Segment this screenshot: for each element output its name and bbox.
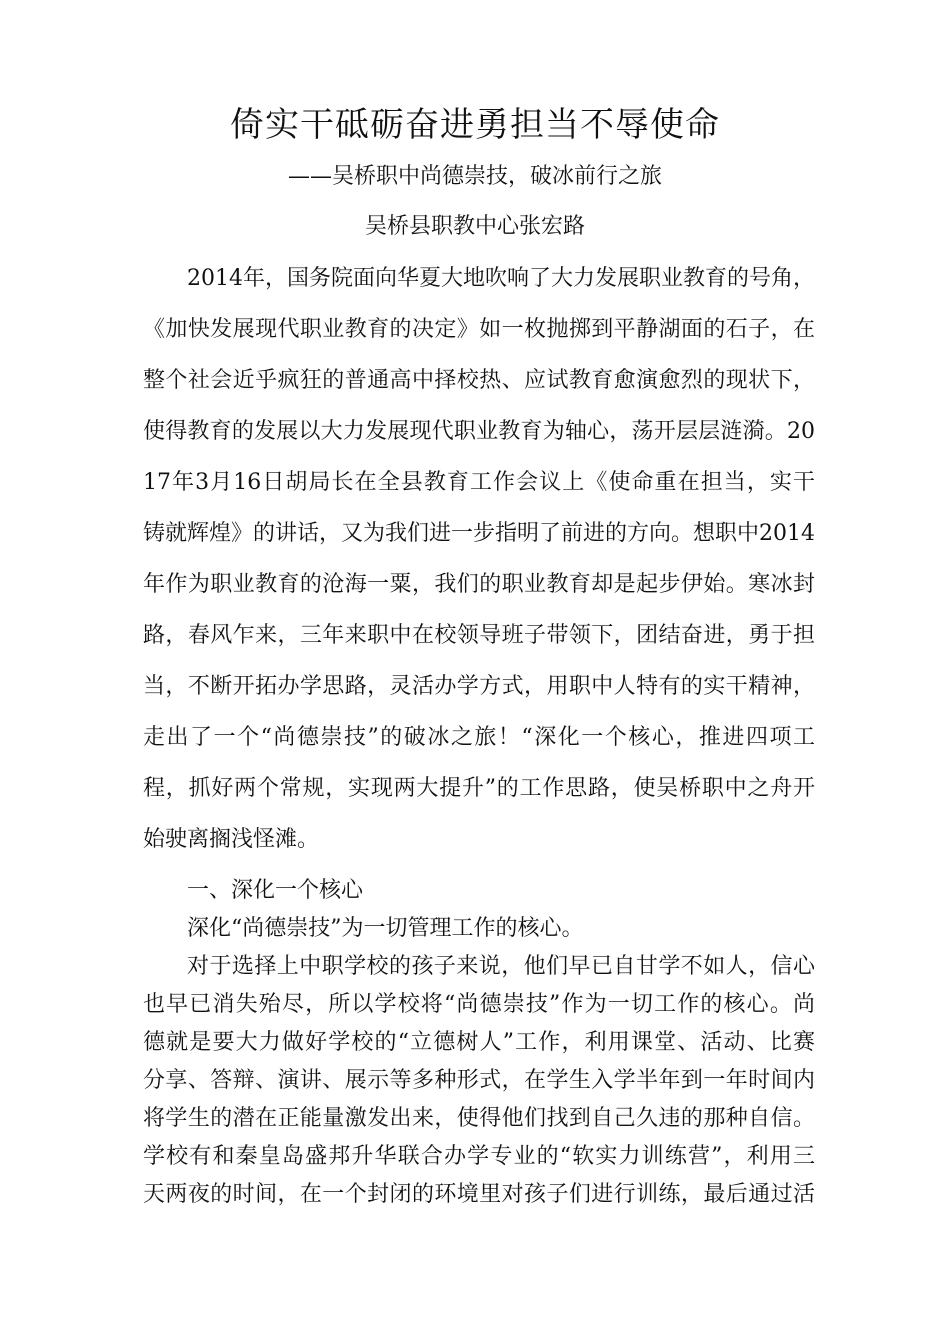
body-line: 整个社会近乎疯狂的普通高中择校热、应试教育愈演愈烈的现状下， [143, 368, 815, 393]
body-line: 年作为职业教育的沧海一粟，我们的职业教育却是起步伊始。寒冰封 [143, 572, 815, 597]
body-line: 分享、答辩、演讲、展示等多种形式，在学生入学半年到一年时间内 [143, 1068, 815, 1093]
document-title: 倚实干砥砺奋进勇担当不辱使命 [230, 105, 720, 145]
body-line: 使得教育的发展以大力发展现代职业教育为轴心，荡开层层涟漪。20 [143, 419, 815, 444]
body-line: 学校有和秦皇岛盛邦升华联合办学专业的“软实力训练营”，利用三 [143, 1144, 815, 1169]
body-line: 对于选择上中职学校的孩子来说，他们早已自甘学不如人，信心 [187, 954, 815, 979]
body-line: 2014年，国务院面向华夏大地吹响了大力发展职业教育的号角， [187, 266, 815, 291]
section-heading: 一、深化一个核心 [187, 878, 364, 903]
body-line: 始驶离搁浅怪滩。 [143, 827, 320, 852]
body-line: 铸就辉煌》的讲话，又为我们进一步指明了前进的方向。想职中2014 [143, 521, 815, 546]
document-author: 吴桥县职教中心张宏路 [364, 214, 585, 239]
body-line: 天两夜的时间，在一个封闭的环境里对孩子们进行训练，最后通过活 [143, 1182, 815, 1207]
body-line: 将学生的潜在正能量激发出来，使得他们找到自己久违的那种自信。 [143, 1106, 815, 1131]
body-line: 程，抓好两个常规，实现两大提升”的工作思路，使吴桥职中之舟开 [143, 776, 815, 801]
body-line: 路，春风乍来，三年来职中在校领导班子带领下，团结奋进，勇于担 [143, 623, 815, 648]
body-line: 走出了一个“尚德崇技”的破冰之旅！“深化一个核心，推进四项工 [143, 725, 815, 750]
document-subtitle: ——吴桥职中尚德崇技，破冰前行之旅 [287, 164, 662, 189]
body-line: 也早已消失殆尽，所以学校将“尚德崇技”作为一切工作的核心。尚 [143, 992, 815, 1017]
body-line: 当，不断开拓办学思路，灵活办学方式，用职中人特有的实干精神， [143, 674, 815, 699]
body-line: 深化“尚德崇技”为一切管理工作的核心。 [187, 916, 584, 941]
body-line: 德就是要大力做好学校的“立德树人”工作，利用课堂、活动、比赛 [143, 1030, 815, 1055]
body-line: 《加快发展现代职业教育的决定》如一枚抛掷到平静湖面的石子，在 [143, 317, 815, 342]
body-line: 17年3月16日胡局长在全县教育工作会议上《使命重在担当，实干 [143, 470, 815, 495]
